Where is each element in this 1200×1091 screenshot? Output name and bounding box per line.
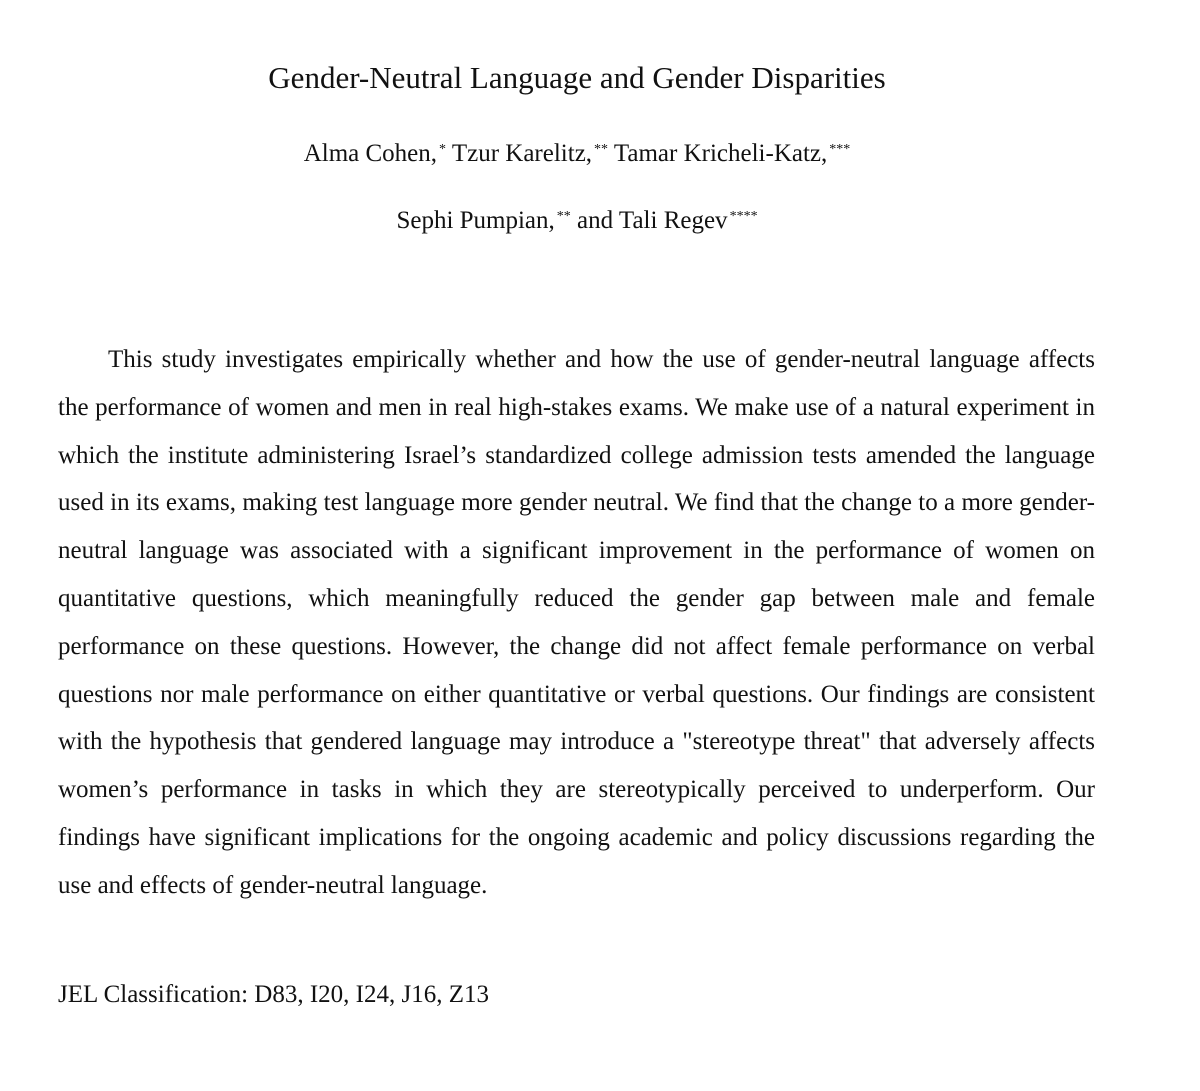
affiliation-mark: ** — [594, 142, 609, 157]
author-name: Tzur Karelitz, — [451, 140, 593, 167]
affiliation-mark: * — [439, 142, 447, 157]
affiliation-mark: *** — [829, 142, 851, 157]
author-list-line-1 — [0, 136, 1154, 172]
affiliation-mark: ** — [556, 209, 571, 224]
abstract-paragraph: This study investigates empirically whether and how the use of gender-neutral language affects the performance of women and men in real high-stakes exams. We make use of a natural experiment in which the institute administering Israel’s standardized college admission tests amended the language used in its exams, making test language more gender neutral. We find that the change to a more gender-neutral language was associated with a significant improvement in the performance of women on quantitative questions, which meaningfully reduced the gender gap between male and female performance on these questions. However, the change did not affect female performance on verbal questions nor male performance on either quantitative or verbal questions. Our findings are consistent with the hypothesis that gendered language may introduce a "stereotype threat" that adversely affects women’s performance in tasks in which they are stereotypically perceived to underperform. Our findings have significant implications for the ongoing academic and policy discussions regarding the use and effects of gender-neutral language. — [58, 346, 1095, 899]
author-name: and Tali Regev — [577, 207, 728, 234]
jel-classification: JEL Classification: D83, I20, I24, J16, Z13 — [58, 981, 489, 1008]
affiliation-mark: **** — [729, 209, 758, 224]
author-list-line-2 — [0, 203, 1154, 239]
author-name: Tamar Kricheli-Katz, — [613, 140, 828, 167]
author-name: Sephi Pumpian, — [396, 207, 555, 234]
paper-title: Gender-Neutral Language and Gender Disparities — [268, 60, 886, 95]
author-name: Alma Cohen, — [303, 140, 438, 167]
